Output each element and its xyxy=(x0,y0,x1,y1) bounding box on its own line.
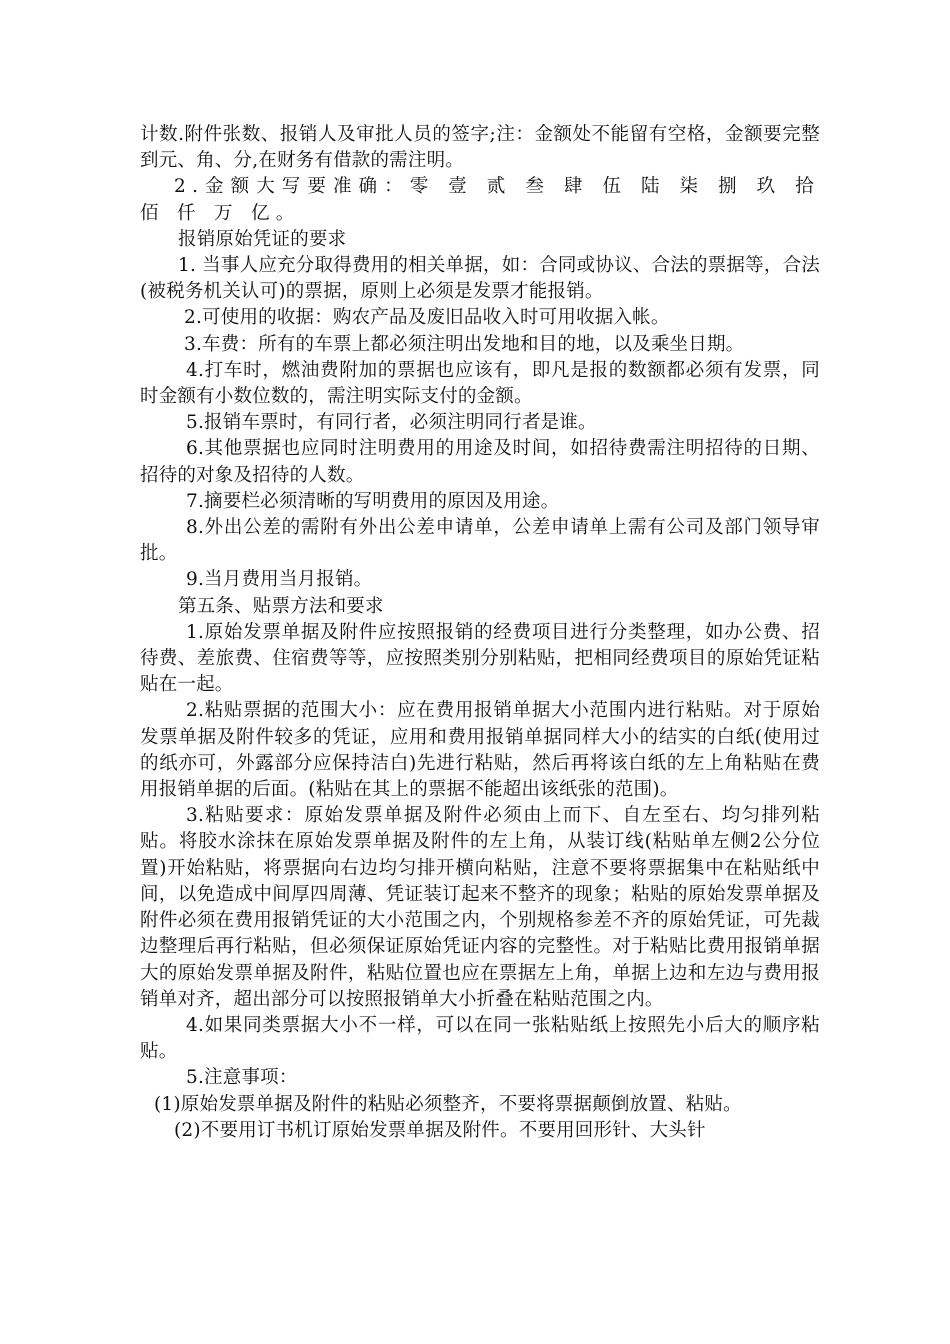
rule-item-3: 3.粘贴要求：原始发票单据及附件必须由上而下、自左至右、均匀排列粘贴。将胶水涂抹在原始发票单据及附件的左上角，从装订线(粘贴单左侧2公分位置)开始粘贴，将票据向右边均匀排开横向粘贴，注意不要将票据集中在粘贴纸中间，以免造成中间厚四周薄、凭证装订起来不整齐的现象；粘贴的原始发票单据及附件必须在费用报销凭证的大小范围之内，个别规格参差不齐的原始凭证，可先裁边整理后再行粘贴，但必须保证原始凭证内容的完整性。对于粘贴比费用报销单据大的原始发票单据及附件，粘贴位置也应在票据左上角，单据上边和左边与费用报销单对齐，超出部分可以按照报销单大小折叠在粘贴范围之内。 xyxy=(140,805,820,1010)
rule-item-2: 2.粘贴票据的范围大小：应在费用报销单据大小范围内进行粘贴。对于原始发票单据及附件较多的凭证，应用和费用报销单据同样大小的结实的白纸(使用过的纸亦可，外露部分应保持洁白)先进行粘贴，然后再将该白纸的左上角粘贴在费用报销单据的后面。(粘贴在其上的票据不能超出该纸张的范围)。 xyxy=(140,700,820,801)
section-heading-article-5: 第五条、贴票方法和要求 xyxy=(178,595,384,617)
list-item-9: 9.当月费用当月报销。 xyxy=(186,569,373,591)
list-item-3: 3.车费：所有的车票上都必须注明出发地和目的地，以及乘坐日期。 xyxy=(184,333,745,355)
list-item-6: 6.其他票据也应同时注明费用的用途及时间，如招待费需注明招待的日期、招待的对象及招待的人数。 xyxy=(140,438,820,486)
rule-item-4: 4.如果同类票据大小不一样，可以在同一张粘贴纸上按照先小后大的顺序粘贴。 xyxy=(140,1014,820,1063)
list-item-2: 2.可使用的收据：购农产品及废旧品收入时可用收据入帐。 xyxy=(184,307,670,329)
list-item-5: 5.报销车票时，有同行者，必须注明同行者是谁。 xyxy=(186,412,597,434)
note-item-1: (1)原始发票单据及附件的粘贴必须整齐，不要将票据颠倒放置、粘贴。 xyxy=(154,1093,742,1115)
note-item-2: (2)不要用订书机订原始发票单据及附件。不要用回形针、大头针 xyxy=(174,1119,706,1141)
list-item-1: 1. 当事人应充分取得费用的相关单据，如：合同或协议、合法的票据等，合法(被税务机关认可)的票据，原则上必须是发票才能报销。 xyxy=(140,255,820,303)
list-item-8: 8.外出公差的需附有外出公差申请单，公差申请单上需有公司及部门领导审批。 xyxy=(140,517,820,565)
paragraph-signature-note: 计数.附件张数、报销人及审批人员的签字;注：金额处不能留有空格，金额要完整到元、角、分,在财务有借款的需注明。 xyxy=(140,124,820,172)
document-page xyxy=(140,122,820,1144)
list-item-4: 4.打车时，燃油费附加的票据也应该有，即凡是报的数额都必须有发票，同时金额有小数位数的，需注明实际支付的金额。 xyxy=(140,359,820,408)
rule-item-1: 1.原始发票单据及附件应按照报销的经费项目进行分类整理，如办公费、招待费、差旅费、住宿费等等，应按照类别分别粘贴，把相同经费项目的原始凭证粘贴在一起。 xyxy=(140,621,820,696)
section-heading-voucher-requirements: 报销原始凭证的要求 xyxy=(178,228,347,250)
paragraph-amount-uppercase: 2.金额大写要准确：零 壹 贰 叁 肆 伍 陆 柒 捌 玖 拾 佰 仟 万 亿。 xyxy=(140,176,820,224)
rule-item-5: 5.注意事项： xyxy=(186,1067,298,1089)
list-item-7: 7.摘要栏必须清晰的写明费用的原因及用途。 xyxy=(186,490,560,512)
